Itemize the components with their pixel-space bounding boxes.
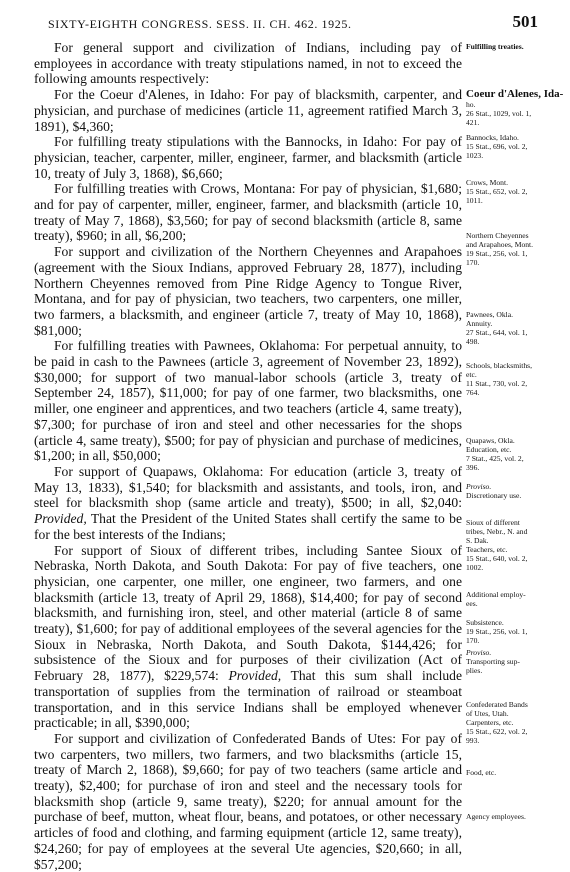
paragraph-text: That the President of the United States shall certify the same to be for the best interests of the Indians; xyxy=(34,511,462,542)
margin-note-subsistence xyxy=(466,618,568,645)
margin-note-line: 19 Stat., 256, vol. 1, xyxy=(466,627,528,636)
margin-note-line: 11 Stat., 730, vol. 2, xyxy=(466,379,528,388)
margin-note-line: of Utes, Utah. xyxy=(466,709,509,718)
running-header xyxy=(0,12,570,36)
margin-note-line: Confederated Bands xyxy=(466,700,528,709)
margin-note-line: 15 Stat., 622, vol. 2, xyxy=(466,727,528,736)
header-title: SIXTY-EIGHTH CONGRESS. SESS. II. CH. 462. 1925. xyxy=(48,17,352,31)
margin-note-line: 15 Stat., 696, vol. 2, xyxy=(466,142,528,151)
margin-note-line: etc. xyxy=(466,370,477,379)
proviso-word: Provided, xyxy=(34,511,87,527)
margin-note-line: Discretionary use. xyxy=(466,491,522,500)
margin-note-line: Food, etc. xyxy=(466,768,497,777)
margin-note-utes xyxy=(466,700,568,745)
margin-note-line: 764. xyxy=(466,388,480,397)
paragraph-general-support: For general support and civilization of Indians, including pay of employees in accordance with treaty stipulations named, in not to exceed the following amounts respectively: xyxy=(34,40,462,87)
margin-note-line: 421. xyxy=(466,118,480,127)
margin-note-line: Agency employees. xyxy=(466,812,526,821)
margin-note-crows xyxy=(466,178,568,205)
margin-note-line: 1011. xyxy=(466,196,483,205)
margin-note-schools xyxy=(466,361,568,397)
paragraph-quapaws xyxy=(34,464,462,543)
margin-note-line: Sioux of different xyxy=(466,518,520,527)
margin-note-proviso-transporting xyxy=(466,648,568,675)
margin-note-additional-employees xyxy=(466,590,568,608)
margin-note-line: Proviso. xyxy=(466,648,492,657)
margin-note-line: Additional employ- xyxy=(466,590,526,599)
margin-note-fulfilling-treaties xyxy=(466,42,568,51)
margin-note-line: 396. xyxy=(466,463,480,472)
margin-note-line: Bannocks, Idaho. xyxy=(466,133,519,142)
margin-note-line: 15 Stat., 640, vol. 2, xyxy=(466,554,528,563)
margin-note-line: 26 Stat., 1029, vol. 1, xyxy=(466,109,532,118)
page-number: 501 xyxy=(512,12,538,31)
margin-note-line: Coeur d'Alenes, Ida- xyxy=(466,88,564,100)
margin-note-line: tribes, Nebr., N. and xyxy=(466,527,528,536)
margin-note-line: 27 Stat., 644, vol. 1, xyxy=(466,328,528,337)
margin-note-line: 1002. xyxy=(466,563,484,572)
margin-note-food xyxy=(466,768,568,777)
margin-note-agency-employees xyxy=(466,812,568,821)
margin-note-line: 498. xyxy=(466,337,480,346)
margin-note-line: S. Dak. xyxy=(466,536,489,545)
margin-note-line: Education, etc. xyxy=(466,445,512,454)
margin-note-line: 170. xyxy=(466,258,480,267)
margin-note-bannocks xyxy=(466,133,568,160)
margin-note-sioux xyxy=(466,518,568,572)
margin-note-line: and Arapahoes, Mont. xyxy=(466,240,534,249)
paragraph-text: That this sum shall include transportation of supplies from the termination of railroad or steamboat transportation, and in this service Indians shall be employed whenever practicable; in all, $390,000; xyxy=(34,668,462,731)
paragraph-coeur-dalenes: For the Coeur d'Alenes, in Idaho: For pay of blacksmith, carpenter, and physician, and purchase of medicines (article 11, agreement ratified March 3, 1891), $4,360; xyxy=(34,87,462,134)
paragraph-bannocks: For fulfilling treaty stipulations with the Bannocks, in Idaho: For pay of physician, teacher, carpenter, miller, engineer, farmer, and blacksmith (article 10, treaty of July 3, 1868), $6,660; xyxy=(34,134,462,181)
margin-note-line: 170. xyxy=(466,636,480,645)
statute-body xyxy=(34,40,462,872)
margin-note-line: Teachers, etc. xyxy=(466,545,508,554)
paragraph-crows: For fulfilling treaties with Crows, Montana: For pay of physician, $1,680; and for pay of carpenter, miller, engineer, farmer, and blacksmith (article 10, treaty of May 7, 1868), $3,560; for pay of second blacksmith (article 8, same treaty), $960; in all, $6,200; xyxy=(34,181,462,244)
paragraph-sioux xyxy=(34,543,462,731)
margin-note-line: Transporting sup- xyxy=(466,657,520,666)
margin-note-proviso-discretionary xyxy=(466,482,568,500)
margin-note-line: Fulfilling treaties. xyxy=(466,42,524,51)
margin-note-line: 15 Stat., 652, vol. 2, xyxy=(466,187,528,196)
margin-note-line: Crows, Mont. xyxy=(466,178,508,187)
margin-note-line: 7 Stat., 425, vol. 2, xyxy=(466,454,524,463)
paragraph-northern-cheyennes: For support and civilization of the Northern Cheyennes and Arapahoes (agreement with the Sioux Indians, approved February 28, 1877), including Northern Cheyennes removed from Pine Ridge Agency to Tongue River, Montana, and for pay of physician, two teachers, two carpenters, one miller, two farmers, a blacksmith, and engineer (article 7, treaty of May 10, 1868), $81,000; xyxy=(34,244,462,338)
margin-note-line: 19 Stat., 256, vol. 1, xyxy=(466,249,528,258)
margin-note-quapaws xyxy=(466,436,568,472)
margin-note-line: Northern Cheyennes xyxy=(466,231,529,240)
margin-note-line: Schools, blacksmiths, xyxy=(466,361,533,370)
margin-note-line: Quapaws, Okla. xyxy=(466,436,515,445)
proviso-word: Provided, xyxy=(228,668,282,684)
paragraph-text: For support of Quapaws, Oklahoma: For education (article 3, treaty of May 13, 1833), $1,540; for blacksmith and assistants, and tools, iron, and steel for blacksmith shop (same article and treaty), $500; in all, $2,040: xyxy=(34,463,462,511)
margin-note-coeur-dalenes xyxy=(466,88,568,127)
paragraph-pawnees: For fulfilling treaties with Pawnees, Oklahoma: For perpetual annuity, to be paid in cash to the Pawnees (article 3, agreement of November 23, 1892), $30,000; for support of two manual-labor schools (article 3, treaty of September 24, 1857), $11,000; for pay of one farmer, two blacksmiths, one miller, one engineer and apprentices, and two teachers (article 4, same treaty), $7,300; for purchase of iron and steel and other necessaries for the shops (article 4, same treaty), $500; for pay of physician and purchase of medicines, $1,200; in all, $50,000; xyxy=(34,338,462,464)
margin-note-line: Subsistence. xyxy=(466,618,504,627)
margin-note-line: Annuity. xyxy=(466,319,493,328)
paragraph-utes: For support and civilization of Confederated Bands of Utes: For pay of two carpenters, two millers, two farmers, and two blacksmiths (article 15, treaty of March 2, 1868), $9,660; for pay of two teachers (same article and treaty), $2,400; for purchase of iron and steel and the necessary tools for blacksmith shop (article 9, same treaty), $220; for annual amount for the purchase of beef, mutton, wheat flour, beans, and potatoes, or other necessary articles of food and clothing, and farming equipment (article 12, same treaty), $24,260; for pay of employees at the several Ute agencies, $20,660; in all, $57,200; xyxy=(34,730,462,872)
margin-note-line: Proviso. xyxy=(466,482,492,491)
margin-note-line: plies. xyxy=(466,666,483,675)
margin-note-pawnees xyxy=(466,310,568,346)
margin-note-line: Pawnees, Okla. xyxy=(466,310,514,319)
margin-note-line: ees. xyxy=(466,599,478,608)
margin-note-line: 993. xyxy=(466,736,480,745)
margin-note-line: ho. xyxy=(466,100,476,109)
paragraph-text: For support of Sioux of different tribes, including Santee Sioux of Nebraska, North Dakota, and South Dakota: For pay of five teachers, one physician, one carpenter, one miller, one engineer, two farmers, and one blacksmith (article 13, treaty of April 29, 1868), $14,400; for pay of second blacksmith, and furnishing iron, steel, and other material (article 8 of same treaty), $1,600; for pay of additional employees of the several agencies for the Sioux in Nebraska, North Dakota, and South Dakota, $144,426; for subsistence of the Sioux and for purposes of their civilization (Act of February 28, 1877), $229,574: xyxy=(34,542,462,684)
margin-note-line: 1023. xyxy=(466,151,484,160)
margin-note-line: Carpenters, etc. xyxy=(466,718,514,727)
margin-note-northern-cheyennes xyxy=(466,231,568,267)
